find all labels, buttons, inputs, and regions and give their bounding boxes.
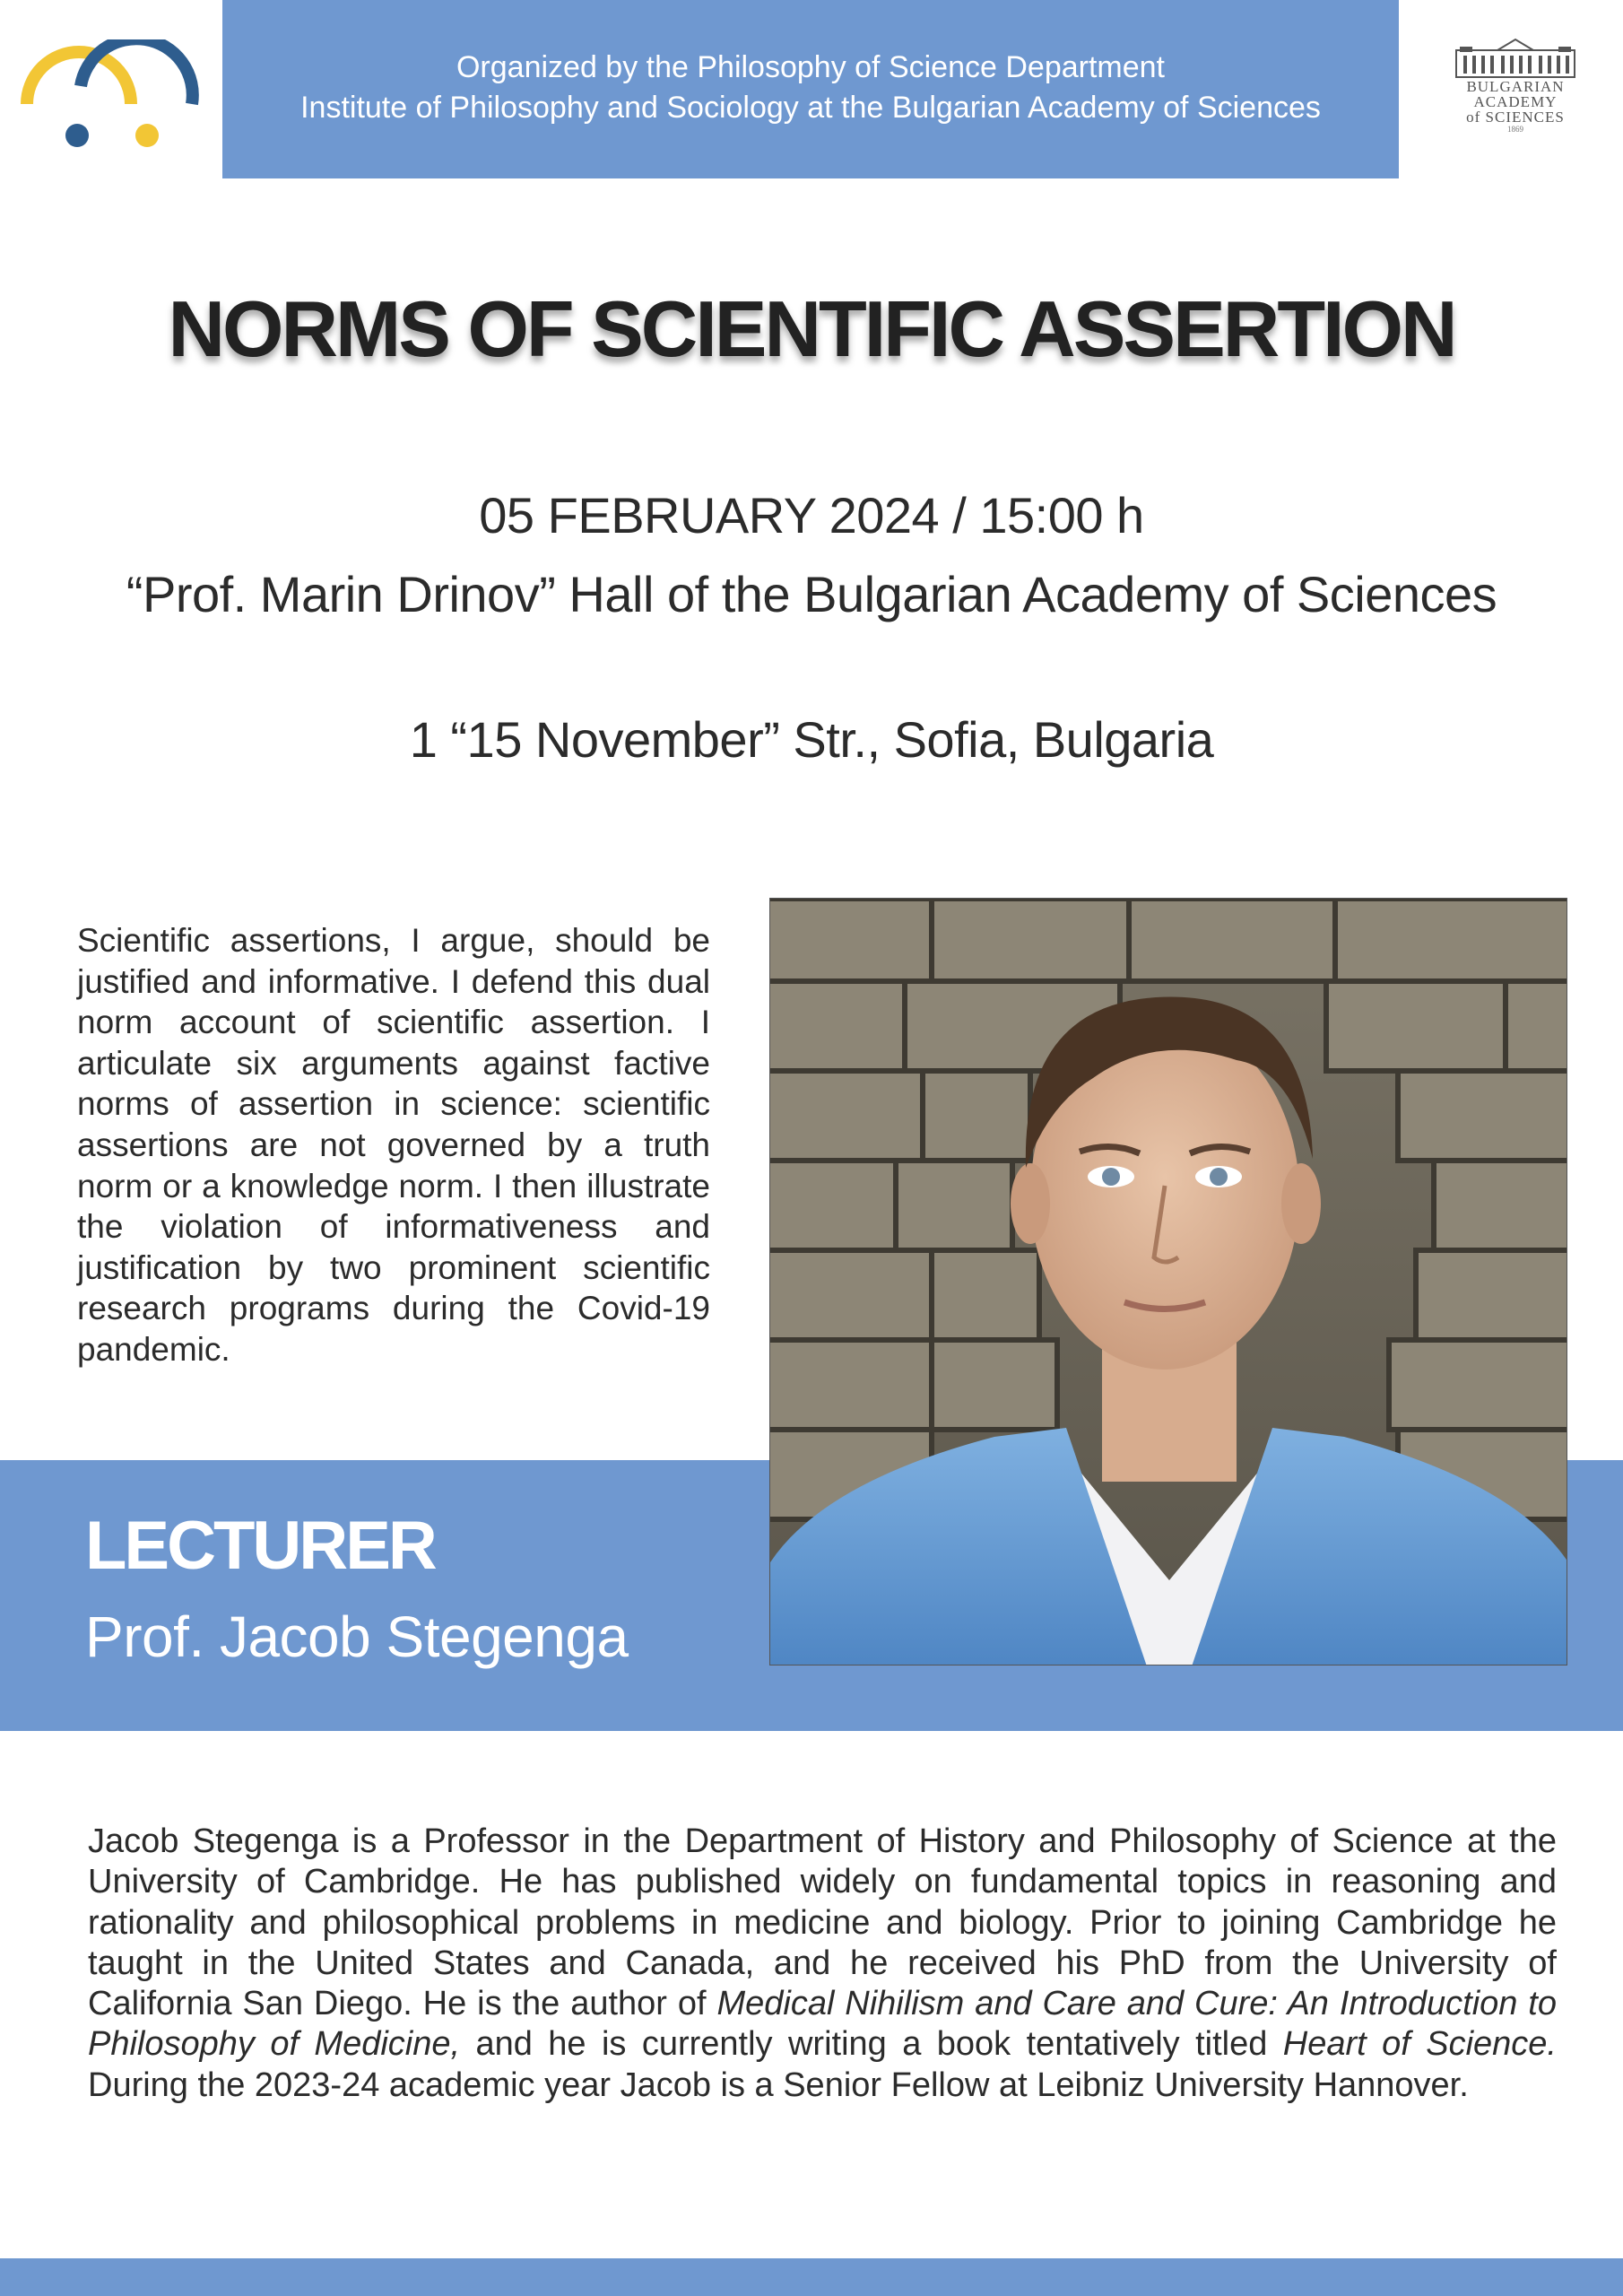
- arch-dots-logo-icon: [16, 39, 209, 156]
- academy-building-icon: [1453, 38, 1578, 79]
- academy-name-line-3: of SCIENCES: [1466, 109, 1565, 126]
- organizer-line-1: Organized by the Philosophy of Science Department: [456, 49, 1165, 84]
- event-venue: “Prof. Marin Drinov” Hall of the Bulgarian Academy of Sciences: [126, 566, 1497, 622]
- academy-name-line-2: ACADEMY: [1473, 93, 1558, 110]
- lecturer-bio: [88, 1822, 1557, 2106]
- lecture-title: NORMS OF SCIENTIFIC ASSERTION: [168, 284, 1455, 373]
- bio-book-title-1: Medical Nihilism and Care and Cure: An Introduction to Philosophy of Medicine,: [88, 1985, 1558, 2064]
- academy-founding-year: 1869: [1507, 125, 1523, 134]
- event-datetime: 05 FEBRUARY 2024 / 15:00 h: [479, 487, 1144, 544]
- event-address: 1 “15 November” Str., Sofia, Bulgaria: [409, 711, 1214, 768]
- bulgarian-academy-logo: [1450, 38, 1581, 145]
- lecturer-photo: [769, 898, 1567, 1665]
- bio-book-title-2: Heart of Science.: [1282, 2025, 1557, 2064]
- academy-name-line-1: BULGARIAN: [1466, 78, 1565, 95]
- bio-text-2: and he is currently writing a book tentatively titled: [460, 2025, 1283, 2064]
- organizer-header: [222, 0, 1399, 178]
- bio-text-3: During the 2023-24 academic year Jacob is a Senior Fellow at Leibniz University Hannover.: [88, 2066, 1469, 2104]
- lecturer-label: LECTURER: [85, 1508, 435, 1584]
- organizer-logo: [16, 39, 209, 156]
- lecture-abstract: Scientific assertions, I argue, should be justified and informative. I defend this dual norm account of scientific assertion. I articulate six arguments against factive norms of assertion in science: scientific assertions are not governed by a truth norm or a knowledge norm. I then illustrate the violation of informativeness and justification by two prominent scientific research programs during the Covid-19 pandemic.: [77, 922, 710, 1368]
- lecturer-portrait: [770, 899, 1567, 1665]
- organizer-line-2: Institute of Philosophy and Sociology at the Bulgarian Academy of Sciences: [300, 90, 1321, 125]
- lecturer-name: Prof. Jacob Stegenga: [85, 1605, 629, 1669]
- bio-text-1: Jacob Stegenga is a Professor in the Department of History and Philosophy of Science at the University of Cambridge. He has published widely on fundamental topics in reasoning and rationality and philosophical problems in medicine and biology. Prior to joining Cambridge he taught in the United States and Canada, and he received his PhD from the University of California San Diego. He is the author of: [88, 1822, 1557, 2023]
- footer-band: [0, 2258, 1623, 2296]
